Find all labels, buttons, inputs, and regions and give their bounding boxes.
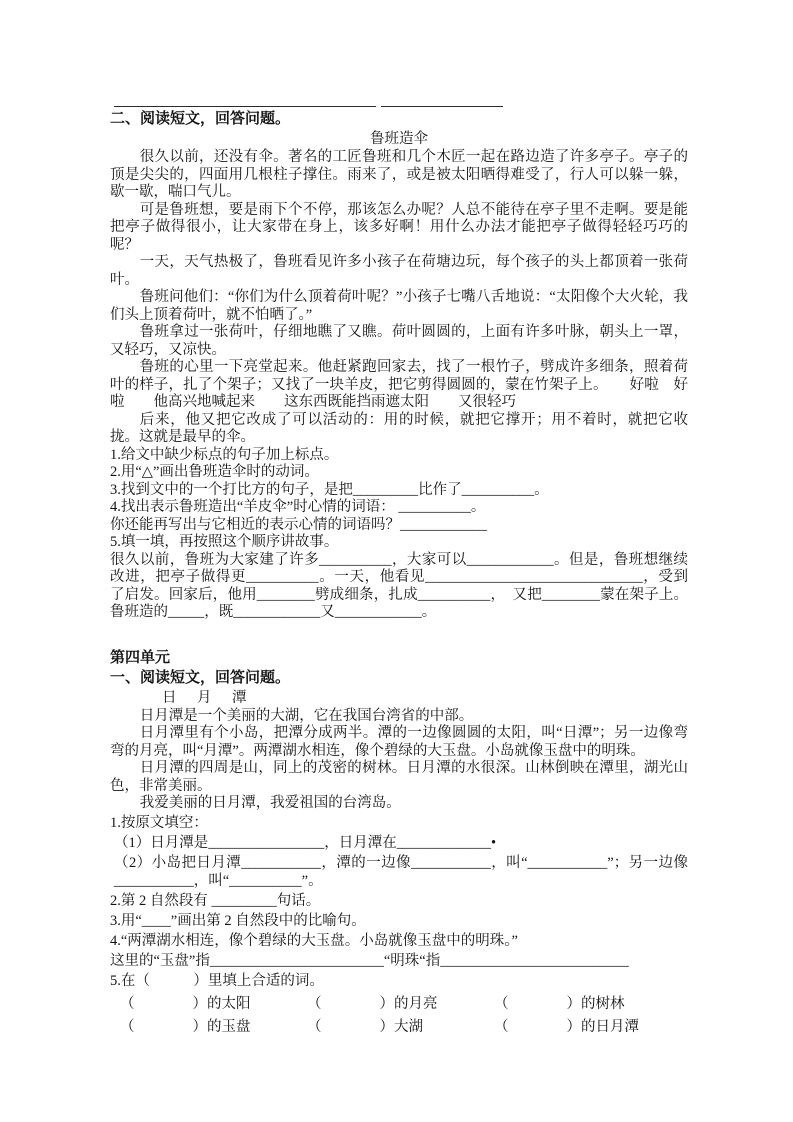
- section-two-heading: 二、阅读短文，回答问题。: [110, 110, 291, 127]
- passage-title-riyuetan: 日 月 潭: [162, 689, 250, 706]
- blank-line-segment: [381, 94, 503, 107]
- top-blank-answer-line: [110, 94, 688, 109]
- passage-paragraph: 后来，他又把它改成了可以活动的：用的时候，就把它撑开；用不着时，就把它收拢。这就是最早的伞。: [110, 411, 688, 445]
- word-fill-cell: （ ）的太阳: [120, 995, 251, 1012]
- question-1-sub-1: （1）日月潭是________________，日月潭在_____________•: [114, 835, 497, 851]
- question-1-sub-2: （2）小岛把日月潭___________，潭的一边像___________，叫“___________”；另一边像___________，叫“__________”。: [114, 855, 688, 889]
- question-4-followup: 这里的“玉盘”指________________________“明珠“指__________________________: [110, 952, 629, 969]
- unit-four-sub-heading: 一、阅读短文，回答问题。: [110, 668, 291, 686]
- passage-paragraph: 日月潭的四周是山，同上的茂密的树林。日月潭的水很深。山林倒映在潭里，湖光山色，非常美丽。: [110, 760, 688, 794]
- question-3: 3.用“____”画出第 2 自然段中的比喻句。: [110, 912, 366, 929]
- question-4: 4.找出表示鲁班造出“羊皮伞”时心情的词语： __________。: [110, 499, 486, 515]
- question-5-fill-in-paragraph: 很久以前，鲁班为大家建了许多__________，大家可以____________。但是，鲁班想继续改进，把亭子做得更__________。一天，他看见______________________________，受到了启发。回家后，他用________劈成细条，扎成__________， 又把________蒙在架子上。鲁班造的_____，既____________又____________。: [110, 551, 688, 620]
- question-1: 1.按原文填空：: [110, 815, 208, 831]
- passage-title-luban: 鲁班造伞: [370, 131, 428, 147]
- question-4: 4.“两潭湖水相连，像个碧绿的大玉盘。小岛就像玉盘中的明珠。”: [110, 932, 518, 949]
- question-2: 2.第 2 自然段有 _________句话。: [110, 892, 321, 909]
- unit-four-section: [110, 648, 688, 1037]
- question-5: 5.填一填，再按照这个顺序讲故事。: [110, 534, 339, 550]
- question-4-followup: 你还能再写出与它相近的表示心情的词语吗？____________: [110, 516, 487, 533]
- passage-paragraph: 可是鲁班想，要是雨下个不停，那该怎么办呢？人总不能待在亭子里不走啊。要是能把亭子做得很小，让大家带在身上，该多好啊！用什么办法才能把亭子做得轻轻巧巧的呢？: [110, 201, 688, 253]
- question-3: 3.找到文中的一个打比方的句子，是把_________比作了__________。: [110, 481, 549, 498]
- passage-paragraph: 很久以前，还没有伞。著名的工匠鲁班和几个木匠一起在路边造了许多亭子。亭子的顶是尖尖的，四面用几根柱子撑住。雨来了，或是被太阳晒得难受了，行人可以躲一躲，歇一歇，喘口气儿。: [110, 149, 688, 200]
- unit-four-heading: 第四单元: [110, 648, 171, 666]
- passage-paragraph: 日月潭里有个小岛，把潭分成两半。潭的一边像圆圆的太阳，叫“日潭”；另一边像弯弯的月亮，叫“月潭”。两潭湖水相连，像个碧绿的大玉盘。小岛就像玉盘中的明珠。: [110, 725, 688, 759]
- word-fill-cell: （ ）大湖: [307, 1018, 423, 1035]
- passage-paragraph: 一天，天气热极了，鲁班看见许多小孩子在荷塘边玩，每个孩子的头上都顶着一张荷叶。: [110, 254, 688, 288]
- word-fill-row: [110, 996, 688, 1014]
- passage-paragraph: 鲁班的心里一下亮堂起来。他赶紧跑回家去，找了一根竹子，劈成许多细条，照着荷叶的样子，扎了个架子；又找了一块羊皮，把它剪得圆圆的，蒙在竹架子上。 好啦 好啦 他高兴地喊起来 这东西既能挡雨遮太阳 又很轻巧: [110, 359, 688, 410]
- question-5: 5.在（ ）里填上合适的词。: [110, 972, 324, 989]
- question-1: 1.给文中缺少标点的句子加上标点。: [110, 446, 339, 463]
- word-fill-row: [110, 1019, 688, 1037]
- passage-paragraph: 日月潭是一个美丽的大湖，它在我国台湾省的中部。: [139, 707, 474, 724]
- passage-paragraph: 鲁班问他们：“你们为什么顶着荷叶呢？”小孩子七嘴八舌地说：“太阳像个大火轮，我们头上顶着荷叶，就不怕晒了。”: [110, 289, 688, 323]
- blank-line-segment: [114, 94, 376, 107]
- worksheet-content: [110, 94, 688, 1036]
- word-fill-cell: （ ）的玉盘: [120, 1018, 251, 1035]
- word-fill-cell: （ ）的树林: [494, 995, 625, 1012]
- word-fill-cell: （ ）的日月潭: [494, 1018, 639, 1035]
- passage-paragraph: 我爱美丽的日月潭，我爱祖国的台湾岛。: [139, 795, 401, 811]
- question-2: 2.用“△”画出鲁班造伞时的动词。: [110, 464, 319, 480]
- passage-paragraph: 鲁班拿过一张荷叶，仔细地瞧了又瞧。荷叶圆圆的，上面有许多叶脉，朝头上一罩，又轻巧，又凉快。: [110, 324, 688, 358]
- word-fill-cell: （ ）的月亮: [307, 995, 438, 1012]
